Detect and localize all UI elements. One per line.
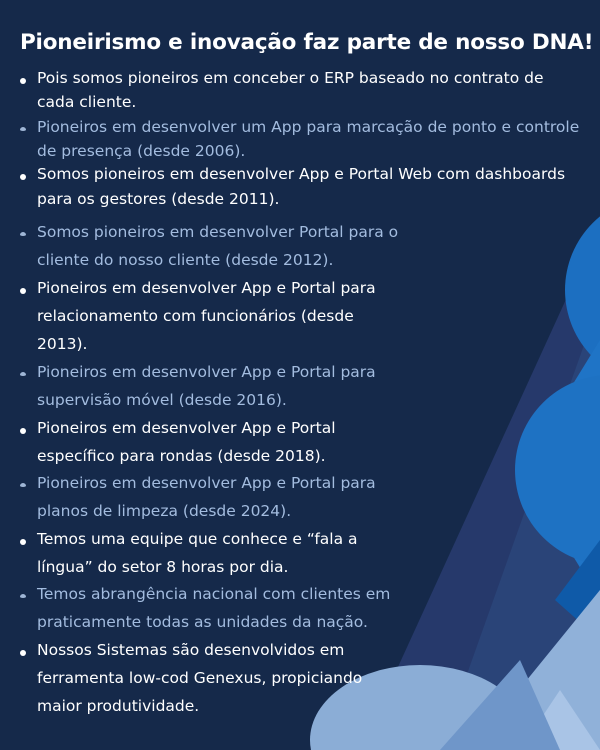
page-title: Pioneirismo e inovação faz parte de nosso DNA! <box>20 30 594 55</box>
item-line: Somos pioneiros em desenvolver App e Portal Web com dashboards <box>37 165 566 183</box>
item-line: Pioneiros em desenvolver App e Portal para <box>37 474 376 492</box>
bullet-icon <box>20 78 26 84</box>
item-line: Nossos Sistemas são desenvolvidos em <box>37 641 345 659</box>
item-line: Pioneiros em desenvolver App e Portal <box>37 419 336 437</box>
item-line: para os gestores (desde 2011). <box>37 190 280 208</box>
bullet-icon <box>20 539 26 545</box>
item-line: maior produtividade. <box>37 697 200 715</box>
bullet-icon <box>20 127 26 131</box>
bullet-icon <box>20 372 26 376</box>
item-line: Pioneiros em desenvolver App e Portal para <box>37 279 376 297</box>
item-line: Somos pioneiros em desenvolver Portal para o <box>37 223 399 241</box>
bullet-icon <box>20 594 26 598</box>
bullet-icon <box>20 288 26 294</box>
bullet-icon <box>20 232 26 236</box>
item-line: 2013). <box>37 335 88 353</box>
item-line: Pioneiros em desenvolver App e Portal para <box>37 363 376 381</box>
item-line: língua” do setor 8 horas por dia. <box>37 558 289 576</box>
bullet-icon <box>20 483 26 487</box>
item-line: cliente do nosso cliente (desde 2012). <box>37 251 334 269</box>
bullet-icon <box>20 174 26 180</box>
item-line: praticamente todas as unidades da nação. <box>37 613 368 631</box>
item-line: de presença (desde 2006). <box>37 142 246 160</box>
item-line: específico para rondas (desde 2018). <box>37 447 326 465</box>
item-line: cada cliente. <box>37 93 137 111</box>
bullet-icon <box>20 428 26 434</box>
item-line: planos de limpeza (desde 2024). <box>37 502 292 520</box>
item-line: Temos abrangência nacional com clientes em <box>37 585 391 603</box>
item-line: relacionamento com funcionários (desde <box>37 307 354 325</box>
bullet-icon <box>20 650 26 656</box>
item-line: supervisão móvel (desde 2016). <box>37 391 287 409</box>
item-line: ferramenta low-cod Genexus, propiciando <box>37 669 363 687</box>
item-line: Temos uma equipe que conhece e “fala a <box>37 530 358 548</box>
item-line: Pioneiros em desenvolver um App para marcação de ponto e controle <box>37 118 580 136</box>
item-line: Pois somos pioneiros em conceber o ERP baseado no contrato de <box>37 69 544 87</box>
